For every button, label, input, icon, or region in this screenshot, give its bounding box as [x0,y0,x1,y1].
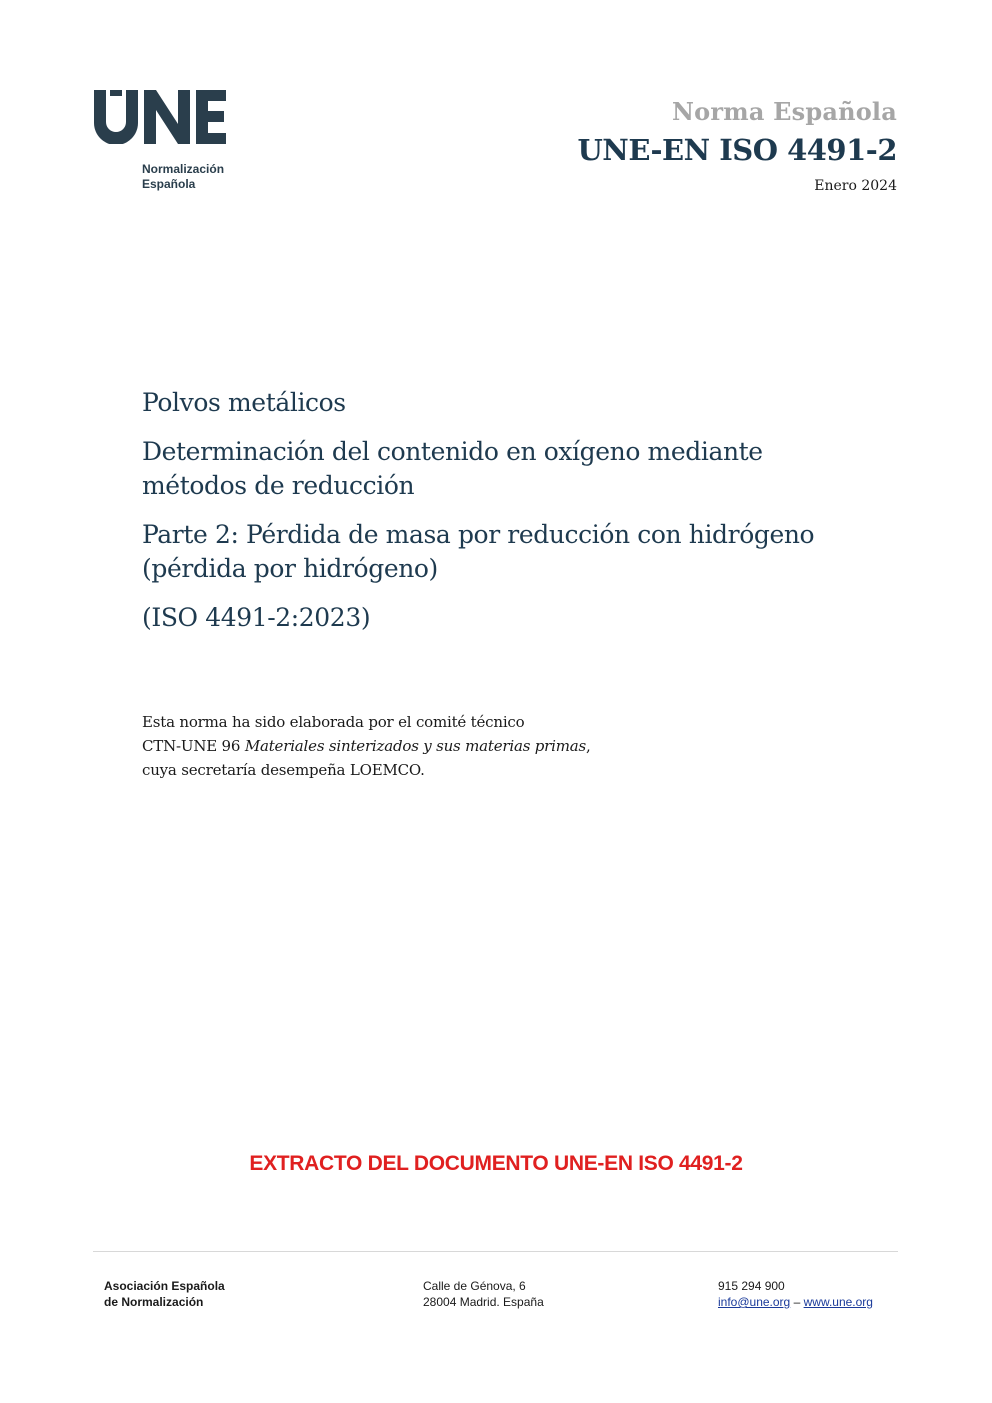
title-part-line2: (pérdida por hidrógeno) [142,554,438,583]
une-logo-mark [92,88,226,144]
logo-subtitle-line2: Española [142,177,196,191]
committee-name: Materiales sinterizados y sus materias primas [244,737,587,755]
document-title-block [142,386,862,650]
title-method-line2: métodos de reducción [142,471,415,500]
footer-org-line2: de Normalización [104,1295,204,1309]
committee-line2: CTN-UNE 96 Materiales sinterizados y sus materias primas, [142,737,591,755]
footer-divider [93,1251,898,1252]
committee-code: CTN-UNE 96 [142,737,241,755]
committee-statement [142,710,591,782]
email-link[interactable]: info@une.org [718,1295,791,1309]
committee-line3: cuya secretaría desempeña LOEMCO. [142,761,425,779]
title-method-line1: Determinación del contenido en oxígeno mediante [142,437,763,466]
title-iso-reference: (ISO 4491-2:2023) [142,603,371,632]
committee-line1: Esta norma ha sido elaborada por el comité técnico [142,713,525,731]
title-method [142,435,862,503]
footer-address [423,1278,544,1310]
footer-organization [104,1278,225,1310]
publication-date: Enero 2024 [814,178,897,194]
document-header [578,96,897,194]
footer-contact [718,1278,873,1310]
title-subject: Polvos metálicos [142,388,346,417]
standard-code: UNE-EN ISO 4491-2 [577,133,897,167]
footer-links [718,1294,873,1310]
footer-phone: 915 294 900 [718,1279,785,1293]
standard-type-label: Norma Española [672,97,897,126]
footer-address-line2: 28004 Madrid. España [423,1295,544,1309]
footer-address-line1: Calle de Génova, 6 [423,1279,526,1293]
title-part [142,518,862,586]
logo-subtitle-line1: Normalización [142,162,225,176]
footer-org-line1: Asociación Española [104,1279,225,1293]
footer-link-separator: – [793,1295,801,1309]
extract-banner: EXTRACTO DEL DOCUMENTO UNE-EN ISO 4491-2 [249,1152,743,1175]
title-part-line1: Parte 2: Pérdida de masa por reducción con hidrógeno [142,520,815,549]
logo-subtitle [142,162,224,192]
une-logo [92,88,242,198]
website-link[interactable]: www.une.org [803,1295,873,1309]
